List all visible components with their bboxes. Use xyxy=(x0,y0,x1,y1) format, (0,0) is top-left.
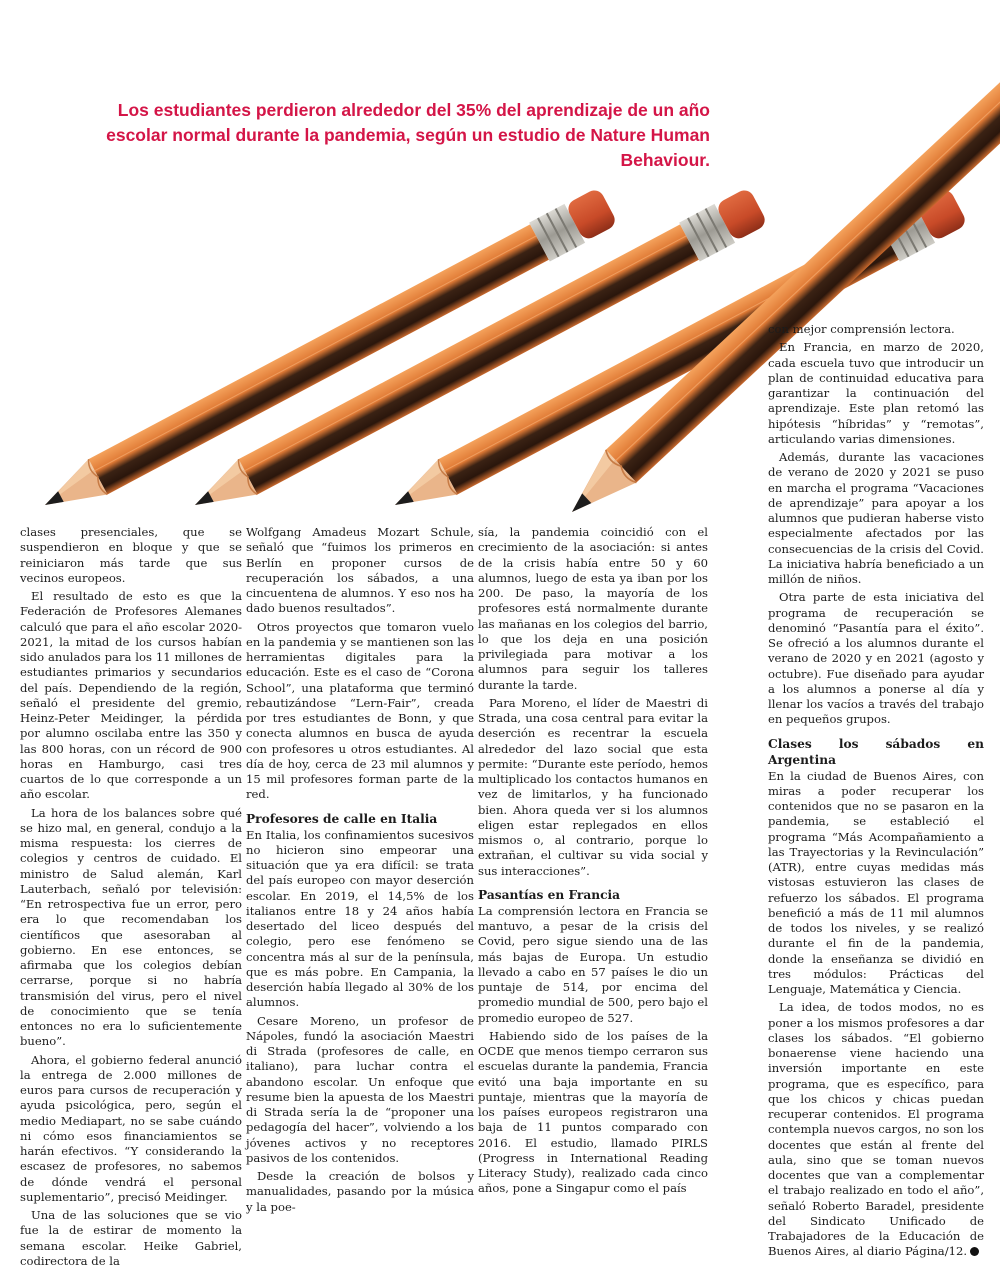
paragraph: clases presenciales, que se suspendieron en bloque y que se reiniciaron más tarde que sus vecinos europeos. xyxy=(20,525,242,585)
article-column-4 xyxy=(768,322,984,1263)
paragraph: Cesare Moreno, un profesor de Nápoles, fundó la asociación Maestri di Strada (profesores de calle, en italiano), para luchar contra el abandono escolar. Un enfoque que resume bien la apuesta de los Maestri di Strada sería la de “proponer una pedagogía del hacer”, volviendo a los jóvenes activos y no receptores pasivos de los contenidos. xyxy=(246,1013,474,1165)
paragraph: La hora de los balances sobre qué se hizo mal, en general, condujo a la misma respuesta: los cierres de colegios y centros de cuidado. El ministro de Salud alemán, Karl Lauterbach, señaló por televisión: “En retrospectiva fue un error, pero era lo que recomendaban los científicos que asesoraban al gobierno. En ese entonces, se afirmaba que los colegios debían cerrarse, porque si no habría transmisión del virus, pero el nivel de conocimiento que se tenía entonces no era lo suficientemente bueno”. xyxy=(20,805,242,1049)
subheading-francia: Pasantías en Francia xyxy=(478,887,621,902)
article-column-1 xyxy=(20,525,242,1272)
subheading-argentina: Clases los sábados en Argentina xyxy=(768,736,984,767)
paragraph: La comprensión lectora en Francia se mantuvo, a pesar de la crisis del Covid, pero sigue siendo una de las más bajas de Europa. Un estudio llevado a cabo en 57 países le dio un puntaje de 514, por encima del promedio mundial de 500, pero bajo el promedio europeo de 527. xyxy=(478,903,708,1025)
paragraph: Además, durante las vacaciones de verano de 2020 y 2021 se puso en marcha el programa “Vacaciones de aprendizaje” para apoyar a los alumnos que pudieran haberse visto especialmente afectados por las consecuencias de la crisis del Covid. La iniciativa habría beneficiado a un millón de niños. xyxy=(768,450,984,586)
end-of-article-mark xyxy=(970,1247,979,1256)
pencil-1 xyxy=(35,186,619,520)
paragraph: Ahora, el gobierno federal anunció la entrega de 2.000 millones de euros para cursos de recuperación y ayuda psicológica, pero, según el medio Mediapart, no se sabe cuándo ni cómo esos financiamientos se harán efectivos. “Y considerando la escasez de profesores, no sabemos de dónde vendrá el personal suplementario”, precisó Meidinger. xyxy=(20,1052,242,1204)
final-paragraph-text: La idea, de todos modos, no es poner a los mismos profesores a dar clases los sábados. “El gobierno bonaerense viene haciendo una inversión importante en este programa, que es específico, para que los chicos y chicas puedan recuperar contenidos. El programa contempla nuevos cargos, no son los docentes que están al frente del aula, sino que se toman nuevos docentes que van a complementar el trabajo realizado en todo el año”, señaló Roberto Baradel, presidente del Sindicato Unificado de Trabajadores de la Educación de Buenos Aires, al diario Página/12. xyxy=(768,1000,984,1259)
subheading-italia: Profesores de calle en Italia xyxy=(246,811,438,826)
paragraph: Wolfgang Amadeus Mozart Schule, señaló que “fuimos los primeros en Berlín en proponer cursos de recuperación los sábados, a una cincuentena de alumnos. Y eso nos ha dado buenos resultados”. xyxy=(246,525,474,616)
paragraph xyxy=(768,1000,984,1259)
article-column-3 xyxy=(478,525,708,1200)
paragraph: sía, la pandemia coincidió con el crecimiento de la asociación: si antes de la crisis había entre 50 y 60 alumnos, luego de esta ya iban por los 200. De paso, la mayoría de los profesores está normalmente durante las mañanas en los colegios del barrio, lo que los deja en una posición privilegiada para motivar a los alumnos para seguir los talleres durante la tarde. xyxy=(478,525,708,692)
paragraph: con mejor comprensión lectora. xyxy=(768,322,955,336)
paragraph: En Italia, los confinamientos sucesivos no hicieron sino empeorar una situación que ya era difícil: se trata del país europeo con mayor deserción escolar. En 2019, el 14,5% de los italianos entre 18 y 24 años había desertado del liceo después del colegio, pero ese fenómeno se concentra más al sur de la península, que es más pobre. En Campania, la deserción había llegado al 30% de los alumnos. xyxy=(246,827,474,1010)
paragraph: Otros proyectos que tomaron vuelo en la pandemia y se mantienen son las herramientas digitales para la educación. Este es el caso de “Corona School”, una plataforma que terminó rebautizándose “Lern-Fair”, creada por tres estudiantes de Bonn, y que conecta alumnos en busca de ayuda con profesores u otros estudiantes. Al día de hoy, cerca de 23 mil alumnos y 15 mil profesores forman parte de la red. xyxy=(246,619,474,802)
paragraph: En Francia, en marzo de 2020, cada escuela tuvo que introducir un plan de continuidad educativa para garantizar la continuación del aprendizaje. Este plan retomó las hipótesis “híbridas” y “remotas”, articulando varias dimensiones. xyxy=(768,340,984,446)
paragraph: Otra parte de esta iniciativa del programa de recuperación se denominó “Pasantía para el éxito”. Se ofreció a los alumnos durante el verano de 2020 y en 2021 (agosto y octubre). Fue diseñado para ayudar a los alumnos a ponerse al día y llenar los vacíos a través del trabajo en pequeños grupos. xyxy=(768,590,984,727)
paragraph: Habiendo sido de los países de la OCDE que menos tiempo cerraron sus escuelas durante la pandemia, Francia evitó una baja importante en su puntaje, mientras que la mayoría de los países europeos registraron una baja de 11 puntos comparado con 2016. El estudio, llamado PIRLS (Progress in International Reading Literacy Study), realizado cada cinco años, pone a Singapur como el país xyxy=(478,1028,708,1196)
paragraph: Desde la creación de bolsos y manualidades, pasando por la música y la poe- xyxy=(246,1169,474,1214)
paragraph: Una de las soluciones que se vio fue la de estirar de momento la semana escolar. Heike Gabriel, codirectora de la xyxy=(20,1208,242,1268)
article-column-2 xyxy=(246,525,474,1218)
headline: Los estudiantes perdieron alrededor del 35% del aprendizaje de un año escolar normal durante la pandemia, según un estudio de Nature Human Behaviour. xyxy=(106,100,710,170)
paragraph: El resultado de esto es que la Federación de Profesores Alemanes calculó que para el año escolar 2020-2021, la mitad de los cursos habían sido anulados para los 11 millones de estudiantes primarios y secundarios del país. Dependiendo de la región, señaló el presidente del gremio, Heinz-Peter Meidinger, la pérdida por alumno oscilaba entre las 350 y las 800 horas, con un récord de 900 horas en Hamburgo, casi tres cuartos de lo que corresponde a un año escolar. xyxy=(20,589,242,802)
paragraph: Para Moreno, el líder de Maestri di Strada, una cosa central para evitar la deserción es recentrar la escuela alrededor del lazo social que esta permite: “Durante este período, hemos multiplicado los contactos humanos en vez de limitarlos, y ha funcionado bien. Ahora queda ver si los alumnos eligen estar replegados en ellos mismos o, al contrario, porque lo extrañan, el cultivar su vida social y sus interacciones”. xyxy=(478,695,709,878)
paragraph: En la ciudad de Buenos Aires, con miras a poder recuperar los contenidos que no se pasaron en la pandemia, se estableció el programa “Más Acompañamiento a las Trayectorias y la Revinculación” (ATR), entre cuyas medidas más vistosas estuvieron las clases de refuerzo los sábados. El programa benefició a más de 11 mil alumnos de todos los niveles, y se realizó durante el fin de la pandemia, donde la enseñanza se dividió en tres módulos: Prácticas del Lenguaje, Matemática y Ciencia. xyxy=(768,768,984,996)
